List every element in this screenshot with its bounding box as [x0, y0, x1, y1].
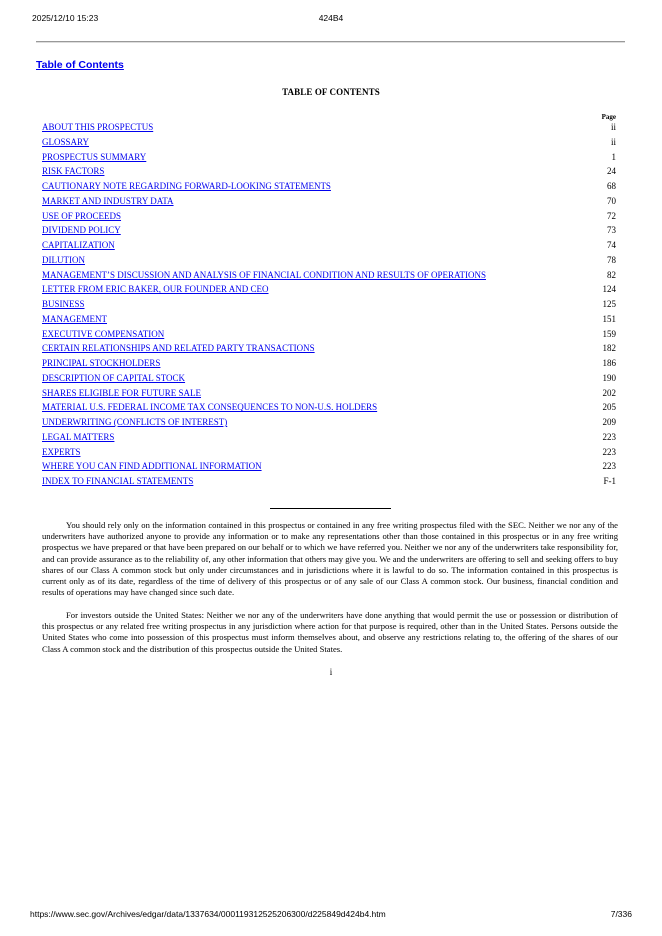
toc-entry-link[interactable]: MATERIAL U.S. FEDERAL INCOME TAX CONSEQUENCES TO NON-U.S. HOLDERS	[42, 402, 378, 413]
toc-entry-page: 205	[602, 402, 616, 413]
toc-entry	[42, 151, 616, 166]
toc-entry-link[interactable]: SHARES ELIGIBLE FOR FUTURE SALE	[42, 387, 202, 398]
toc-entry	[42, 460, 616, 475]
toc-entry-page: 82	[607, 269, 616, 280]
toc-entry	[42, 328, 616, 343]
toc-entry-link[interactable]: PRINCIPAL STOCKHOLDERS	[42, 358, 161, 368]
toc-entry-page: ii	[610, 122, 616, 132]
toc-entry	[42, 298, 616, 313]
toc-entry-page: 24	[607, 166, 616, 177]
toc-entry	[42, 195, 616, 210]
toc-entry	[42, 401, 616, 416]
toc-entry-link[interactable]: GLOSSARY	[42, 136, 90, 147]
print-url: https://www.sec.gov/Archives/edgar/data/1337634/000119312525206300/d225849d424b4.htm	[30, 909, 386, 919]
toc-entry-page: 70	[607, 195, 616, 206]
toc-entry-link[interactable]: MANAGEMENT’S DISCUSSION AND ANALYSIS OF FINANCIAL CONDITION AND RESULTS OF OPERATIONS	[42, 269, 486, 280]
toc-entry-page: 223	[602, 461, 616, 472]
toc-entry	[42, 210, 616, 225]
toc-entry-link[interactable]: PROSPECTUS SUMMARY	[42, 151, 147, 162]
toc-entry-page: 182	[602, 343, 616, 354]
print-doc-code: 424B4	[318, 13, 344, 23]
toc-entry	[42, 313, 616, 328]
toc-entry-link[interactable]: MARKET AND INDUSTRY DATA	[42, 195, 174, 206]
toc-entry	[42, 372, 616, 387]
browser-print-footer	[0, 909, 662, 923]
toc-list	[42, 121, 616, 490]
toc-entry-link[interactable]: DIVIDEND POLICY	[42, 225, 121, 236]
toc-entry-link[interactable]: UNDERWRITING (CONFLICTS OF INTEREST)	[42, 417, 228, 427]
toc-entry-link[interactable]: INDEX TO FINANCIAL STATEMENTS	[42, 476, 194, 486]
toc-entry-page: 124	[602, 284, 616, 295]
toc-entry-page: 186	[602, 358, 616, 368]
toc-entry-page: 72	[607, 210, 616, 221]
toc-entry	[42, 357, 616, 372]
print-page-counter: 7/336	[610, 909, 632, 919]
toc-entry-link[interactable]: LETTER FROM ERIC BAKER, OUR FOUNDER AND CEO	[42, 284, 269, 295]
toc-entry	[42, 224, 616, 239]
toc-entry-link[interactable]: DESCRIPTION OF CAPITAL STOCK	[42, 372, 186, 383]
toc-entry-page: 68	[607, 181, 616, 191]
toc-entry-page: 74	[607, 240, 616, 250]
toc-entry-link[interactable]: EXPERTS	[42, 446, 81, 457]
toc-entry-page: 73	[607, 225, 616, 236]
toc-entry-page: F-1	[603, 476, 616, 486]
toc-entry-page: 209	[602, 417, 616, 427]
section-divider	[270, 508, 391, 509]
toc-entry-page: 159	[602, 328, 616, 339]
toc-entry	[42, 475, 616, 490]
toc-entry	[42, 239, 616, 254]
toc-entry	[42, 269, 616, 284]
toc-entry-link[interactable]: EXECUTIVE COMPENSATION	[42, 328, 165, 339]
toc-entry-page: 190	[602, 372, 616, 383]
toc-entry-link[interactable]: CERTAIN RELATIONSHIPS AND RELATED PARTY TRANSACTIONS	[42, 343, 315, 354]
toc-entry-link[interactable]: CAPITALIZATION	[42, 240, 115, 250]
toc-entry-page: 202	[602, 387, 616, 398]
page-number: i	[329, 667, 333, 677]
toc-entry-link[interactable]: CAUTIONARY NOTE REGARDING FORWARD-LOOKING STATEMENTS	[42, 181, 331, 191]
toc-entry-link[interactable]: LEGAL MATTERS	[42, 431, 115, 442]
toc-entry	[42, 387, 616, 402]
page-column-header: Page	[601, 113, 616, 121]
toc-entry	[42, 180, 616, 195]
toc-entry	[42, 416, 616, 431]
toc-entry	[42, 254, 616, 269]
toc-entry-link[interactable]: WHERE YOU CAN FIND ADDITIONAL INFORMATION	[42, 461, 262, 472]
toc-entry	[42, 446, 616, 461]
toc-entry	[42, 121, 616, 136]
toc-entry-link[interactable]: BUSINESS	[42, 299, 85, 309]
toc-entry-link[interactable]: DILUTION	[42, 254, 85, 265]
print-datetime: 2025/12/10 15:23	[32, 13, 99, 23]
reliance-paragraph: You should rely only on the information contained in this prospectus or contained in any free writing prospectus filed with the SEC. Neither we nor any of the underwriters have authorized anyone to provide any information or to make any representations other than those contained in this prospectus or in any free writing prospectus we have prepared or that have been prepared on our behalf or to which we have referred you. Neither we nor any of the underwriters take responsibility for, and can provide assurance as to the reliability of, any other information that others may give you. We and the underwriters are offering to sell and seeking offers to buy shares of our Class A common stock but only under circumstances and in jurisdictions where it is lawful to do so. The information contained in this prospectus is current only as of its date, regardless of the time of delivery of this prospectus or of any sale of our Class A common stock. Our business, financial condition and results of operations may have changed since such date.	[42, 520, 618, 598]
toc-entry	[42, 165, 616, 180]
page-title: TABLE OF CONTENTS	[282, 87, 380, 97]
table-of-contents-link[interactable]: Table of Contents	[36, 59, 124, 71]
toc-entry	[42, 342, 616, 357]
toc-entry-link[interactable]: USE OF PROCEEDS	[42, 210, 122, 221]
toc-entry-page: 223	[602, 446, 616, 457]
toc-entry	[42, 431, 616, 446]
toc-entry	[42, 283, 616, 298]
toc-entry-page: 1	[611, 151, 616, 162]
toc-entry-page: 223	[602, 431, 616, 442]
toc-entry-link[interactable]: ABOUT THIS PROSPECTUS	[42, 122, 154, 132]
toc-entry	[42, 136, 616, 151]
toc-entry-page: 151	[602, 313, 616, 324]
toc-entry-link[interactable]: MANAGEMENT	[42, 313, 107, 324]
toc-entry-page: 125	[602, 299, 616, 309]
top-divider	[36, 41, 625, 42]
non-us-investors-paragraph: For investors outside the United States: Neither we nor any of the underwriters have done anything that would permit the use or possession or distribution of this prospectus or any related free writing prospectus in any jurisdiction where action for that purpose is required, other than in the United States. Persons outside the United States who come into possession of this prospectus must inform themselves about, and observe any restrictions relating to, the offering of the shares of our Class A common stock and the distribution of this prospectus outside the United States.	[42, 610, 618, 654]
toc-entry-link[interactable]: RISK FACTORS	[42, 166, 105, 177]
browser-print-header	[0, 13, 662, 27]
toc-entry-page: ii	[610, 136, 616, 147]
toc-entry-page: 78	[607, 254, 616, 265]
